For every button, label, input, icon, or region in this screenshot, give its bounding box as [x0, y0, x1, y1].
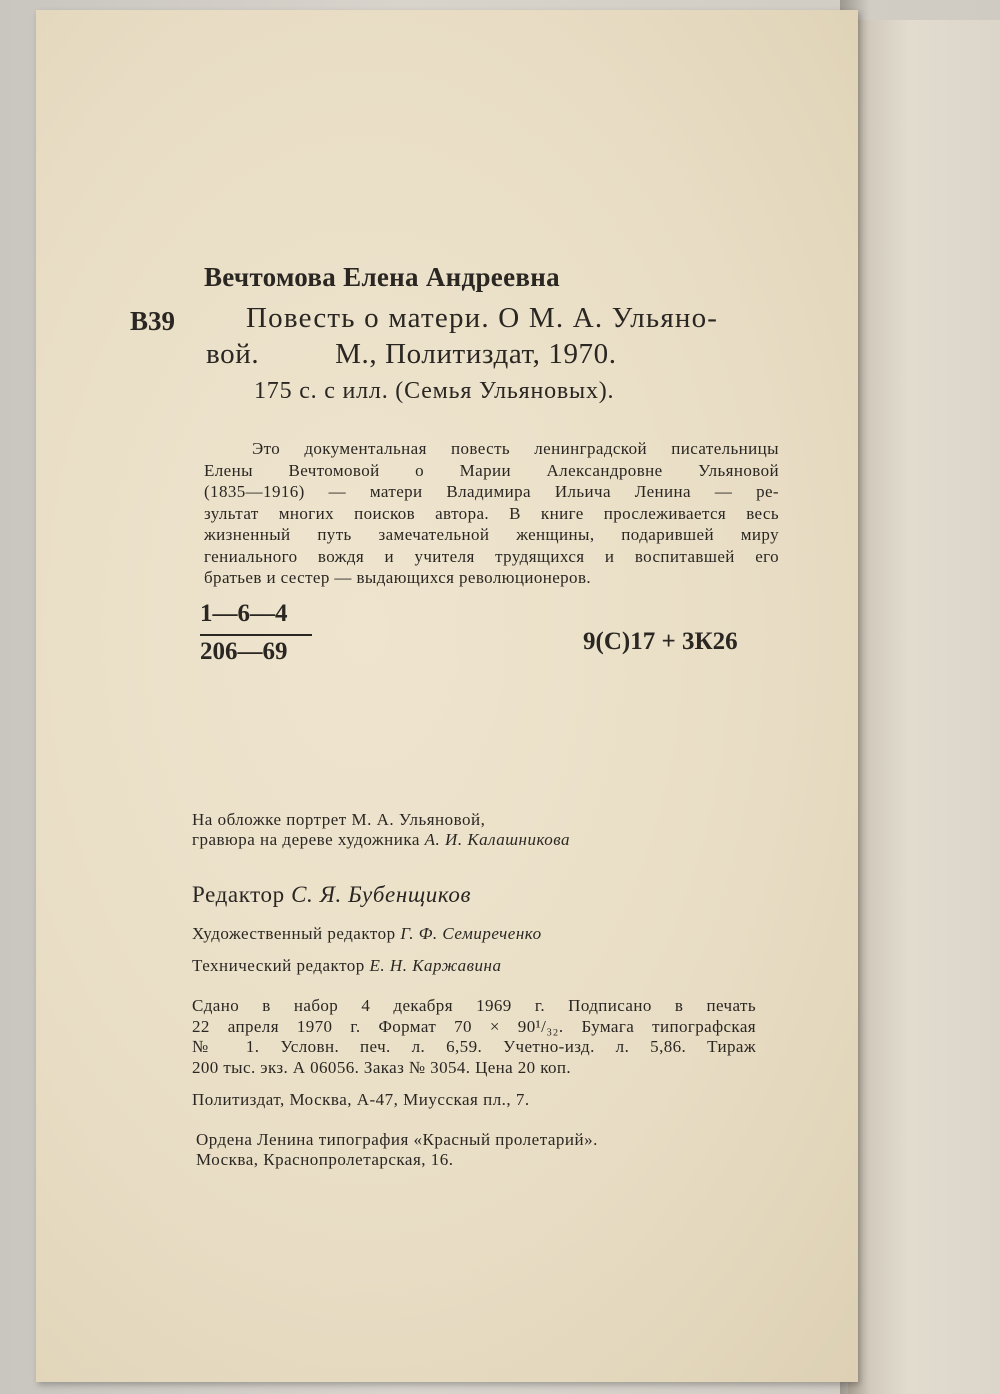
annotation-line: жизненный путь замечательной женщины, подарившей миру — [204, 525, 779, 544]
imprint-line: Сдано в набор 4 декабря 1969 г. Подписано в печать — [192, 996, 756, 1015]
cover-note-line-1: На обложке портрет М. А. Ульяновой, — [192, 810, 486, 829]
title-line-2 — [206, 338, 617, 371]
index-denominator: 206—69 — [200, 638, 288, 665]
editor-label: Редактор — [192, 882, 285, 907]
author-name: Вечтомова Елена Андреевна — [204, 262, 560, 292]
tech-editor-line — [192, 956, 501, 976]
editor-line — [192, 882, 471, 908]
imprint-line: 200 тыс. экз. А 06056. Заказ № 3054. Цена 20 коп. — [192, 1057, 572, 1077]
printer-line-1: Ордена Ленина типография «Красный пролетарий». — [196, 1130, 598, 1149]
classification-code: В39 — [130, 306, 176, 336]
annotation-line: братьев и сестер — выдающихся революционеров. — [204, 568, 592, 587]
annotation-line: Это документальная повесть ленинградской писательницы — [252, 439, 779, 458]
art-editor-label: Художественный редактор — [192, 924, 396, 943]
editor-name: С. Я. Бубенщиков — [291, 882, 472, 907]
library-code: 9(С)17 + 3К26 — [583, 628, 738, 655]
printer-line-2: Москва, Краснопролетарская, 16. — [196, 1150, 454, 1169]
cover-note-line-2 — [192, 830, 570, 850]
title-line-1: Повесть о матери. О М. А. Ульяно- — [246, 302, 719, 334]
annotation-line: зультат многих поисков автора. В книге прослеживается весь — [204, 503, 779, 523]
annotation-line: гениального вождя и учителя трудящихся и воспитавшей его — [204, 546, 779, 566]
annotation-line: (1835—1916) — матери Владимира Ильича Ленина — ре- — [204, 482, 779, 501]
annotation-paragraph — [204, 438, 779, 589]
tech-editor-name: Е. Н. Каржавина — [369, 956, 502, 975]
title-line-2-end: М., Политиздат, 1970. — [335, 338, 617, 370]
imprint-line: № 1. Условн. печ. л. 6,59. Учетно-изд. л. 5,86. Тираж — [192, 1037, 756, 1056]
cover-artist-name: А. И. Калашникова — [424, 830, 571, 849]
index-numerator: 1—6—4 — [200, 600, 288, 627]
publisher-address: Политиздат, Москва, А-47, Миусская пл., 7. — [192, 1090, 530, 1109]
imprint-line: 22 апреля 1970 г. Формат 70 × 90¹/₃₂. Бумага типографская — [192, 1016, 756, 1036]
annotation-line: Елены Вечтомовой о Марии Александровне Ульяновой — [204, 460, 779, 480]
imprint-paragraph — [192, 996, 756, 1078]
title-line-2-start: вой. — [206, 338, 260, 370]
facing-page-edge — [848, 20, 1000, 1394]
art-editor-line — [192, 924, 542, 944]
fraction-bar — [200, 634, 312, 636]
tech-editor-label: Технический редактор — [192, 956, 365, 975]
book-page — [36, 10, 858, 1382]
art-editor-name: Г. Ф. Семиреченко — [400, 924, 542, 943]
pages-line: 175 с. с илл. (Семья Ульяновых). — [254, 378, 615, 404]
cover-note-prefix: гравюра на дереве художника — [192, 830, 420, 849]
